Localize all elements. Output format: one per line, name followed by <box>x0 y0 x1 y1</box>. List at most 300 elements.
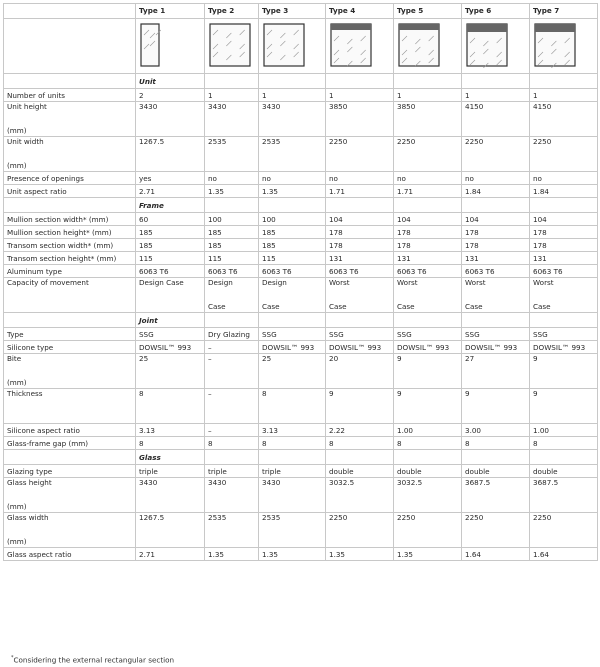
facade-panel-icon <box>139 22 161 68</box>
cell-value: 2.22 <box>329 425 346 435</box>
row-label: Glass width <box>7 513 49 522</box>
cell-value: 6063 T6 <box>262 266 292 276</box>
value-cell <box>394 548 462 561</box>
cell-value: 178 <box>533 240 547 250</box>
row-label: Glass aspect ratio <box>7 549 72 559</box>
value-cell <box>530 102 598 137</box>
section-row <box>4 198 598 213</box>
row-label-cell <box>4 213 136 226</box>
row-label-cell <box>4 341 136 354</box>
value-cell <box>326 328 394 341</box>
value-cell <box>326 265 394 278</box>
cell-value: 185 <box>139 227 153 237</box>
cell-value: 9 <box>397 389 402 398</box>
cell-value: – <box>208 425 212 435</box>
panel-spandrel-band <box>399 24 439 30</box>
value-cell <box>205 252 259 265</box>
section-heading <box>136 313 205 328</box>
cell-value: 185 <box>208 240 222 250</box>
value-cell <box>259 513 326 548</box>
value-cell <box>530 239 598 252</box>
cell-value: 1 <box>262 90 267 100</box>
row-label: Unit width <box>7 137 44 146</box>
value-cell <box>530 265 598 278</box>
value-cell <box>530 465 598 478</box>
table-row <box>4 465 598 478</box>
row-unit-label: (mm) <box>7 378 27 387</box>
value-cell <box>259 548 326 561</box>
cell-value: Dry Glazing <box>208 329 250 339</box>
section-heading <box>136 450 205 465</box>
cell-value: 178 <box>465 240 479 250</box>
cell-value: Design <box>262 278 287 287</box>
cell-value: 25 <box>262 354 272 363</box>
value-cell <box>136 239 205 252</box>
header-cell: Type 3 <box>259 4 326 19</box>
row-label: Glazing type <box>7 466 53 476</box>
cell-value: DOWSIL™ 993 <box>262 342 315 352</box>
cell-value: 3.13 <box>139 425 156 435</box>
value-cell <box>462 239 530 252</box>
cell-value: 2250 <box>329 137 348 146</box>
cell-value: 27 <box>465 354 475 363</box>
value-cell <box>259 239 326 252</box>
value-cell <box>136 213 205 226</box>
value-cell <box>462 465 530 478</box>
footnote <box>11 655 174 664</box>
header-row <box>4 4 598 19</box>
cell-value: 9 <box>533 389 538 398</box>
facade-panel-icon <box>397 22 441 68</box>
value-cell <box>326 137 394 172</box>
value-cell <box>205 137 259 172</box>
row-label: Type <box>7 329 24 339</box>
table-row <box>4 252 598 265</box>
cell-value: double <box>397 466 422 476</box>
table-row <box>4 341 598 354</box>
row-label: Presence of openings <box>7 173 84 183</box>
value-cell <box>462 513 530 548</box>
cell-value: 3.00 <box>465 425 482 435</box>
cell-value: 178 <box>329 240 343 250</box>
value-cell <box>136 465 205 478</box>
value-cell <box>462 548 530 561</box>
data-table-container <box>3 3 597 665</box>
panel-spandrel-band <box>331 24 371 30</box>
cell-value: 3687.5 <box>465 478 491 487</box>
value-cell <box>394 102 462 137</box>
value-cell <box>394 172 462 185</box>
thumbnail-cell <box>462 19 530 74</box>
value-cell <box>462 102 530 137</box>
cell-value: 2535 <box>208 137 227 146</box>
value-cell <box>530 548 598 561</box>
value-cell <box>462 172 530 185</box>
value-cell <box>530 328 598 341</box>
cell-value: 131 <box>465 253 479 263</box>
facade-panel-icon <box>262 22 306 68</box>
cell-value: 178 <box>465 227 479 237</box>
panel-spandrel-band <box>535 24 575 32</box>
row-label-cell <box>4 437 136 450</box>
cell-value: SSG <box>139 329 154 339</box>
value-cell <box>394 265 462 278</box>
cell-value: 9 <box>533 354 538 363</box>
value-cell <box>136 137 205 172</box>
cell-value: 104 <box>533 214 547 224</box>
row-label: Unit aspect ratio <box>7 186 67 196</box>
thumbnail-cell <box>205 19 259 74</box>
value-cell <box>394 424 462 437</box>
value-cell <box>394 478 462 513</box>
value-cell <box>259 465 326 478</box>
value-cell <box>394 437 462 450</box>
row-label-cell <box>4 185 136 198</box>
value-cell <box>205 465 259 478</box>
value-cell <box>326 437 394 450</box>
value-cell <box>394 341 462 354</box>
cell-value: 4150 <box>465 102 484 111</box>
cell-value: 1267.5 <box>139 513 165 522</box>
cell-value: 8 <box>262 389 267 398</box>
value-cell <box>136 265 205 278</box>
row-label-cell <box>4 226 136 239</box>
value-cell <box>530 172 598 185</box>
cell-value: 8 <box>208 438 213 448</box>
value-cell <box>326 354 394 389</box>
value-cell <box>259 437 326 450</box>
cell-value: 100 <box>262 214 276 224</box>
value-cell <box>530 354 598 389</box>
value-cell <box>259 478 326 513</box>
section-label: Frame <box>139 200 164 210</box>
table-row <box>4 137 598 172</box>
table-row <box>4 265 598 278</box>
value-cell <box>259 278 326 313</box>
cell-value: 1.35 <box>262 549 279 559</box>
row-label-cell <box>4 239 136 252</box>
cell-value: DOWSIL™ 993 <box>397 342 450 352</box>
table-row <box>4 548 598 561</box>
cell-value: 8 <box>533 438 538 448</box>
facade-panel-icon <box>329 22 373 68</box>
value-cell <box>326 252 394 265</box>
value-cell <box>259 265 326 278</box>
cell-value: 104 <box>329 214 343 224</box>
cell-value: 1.71 <box>397 186 414 196</box>
cell-value: 60 <box>139 214 149 224</box>
value-cell <box>462 328 530 341</box>
header-cell <box>4 4 136 19</box>
cell-value: 3430 <box>262 478 281 487</box>
row-label: Aluminum type <box>7 266 62 276</box>
value-cell <box>462 389 530 424</box>
cell-value: SSG <box>262 329 277 339</box>
cell-value: 115 <box>139 253 153 263</box>
cell-value: 6063 T6 <box>208 266 238 276</box>
row-label-cell <box>4 102 136 137</box>
cell-value: 6063 T6 <box>139 266 169 276</box>
row-label-cell <box>4 89 136 102</box>
thumbnail-row <box>4 19 598 74</box>
cell-value: 2 <box>139 90 144 100</box>
value-cell <box>462 265 530 278</box>
section-heading <box>136 74 205 89</box>
cell-value: 178 <box>397 227 411 237</box>
cell-value: – <box>208 342 212 352</box>
value-cell <box>205 172 259 185</box>
value-cell <box>394 226 462 239</box>
section-row <box>4 450 598 465</box>
cell-value: Worst <box>329 278 350 287</box>
cell-value: 6063 T6 <box>465 266 495 276</box>
table-row <box>4 226 598 239</box>
section-label: Unit <box>139 76 156 86</box>
value-cell <box>326 239 394 252</box>
row-label-cell <box>4 252 136 265</box>
cell-value: 131 <box>329 253 343 263</box>
header-cell: Type 4 <box>326 4 394 19</box>
cell-value: no <box>397 173 406 183</box>
cell-value-line2: Case <box>465 302 483 311</box>
cell-value: 115 <box>262 253 276 263</box>
value-cell <box>205 328 259 341</box>
cell-value: 115 <box>208 253 222 263</box>
cell-value: SSG <box>329 329 344 339</box>
panel-spandrel-band <box>467 24 507 32</box>
table-row <box>4 102 598 137</box>
cell-value: 4150 <box>533 102 552 111</box>
cell-value: no <box>262 173 271 183</box>
value-cell <box>394 513 462 548</box>
cell-value: 6063 T6 <box>329 266 359 276</box>
cell-value: 2.71 <box>139 186 156 196</box>
value-cell <box>205 424 259 437</box>
table-row <box>4 213 598 226</box>
row-label-cell <box>4 278 136 313</box>
cell-value: 178 <box>397 240 411 250</box>
thumbnail-cell <box>136 19 205 74</box>
value-cell <box>205 278 259 313</box>
row-label: Number of units <box>7 90 66 100</box>
table-row <box>4 89 598 102</box>
value-cell <box>326 548 394 561</box>
header-cell: Type 6 <box>462 4 530 19</box>
value-cell <box>136 252 205 265</box>
cell-value: 2535 <box>208 513 227 522</box>
cell-value: Worst <box>465 278 486 287</box>
facade-types-table <box>3 3 598 561</box>
cell-value: 6063 T6 <box>533 266 563 276</box>
value-cell <box>259 424 326 437</box>
cell-value: 178 <box>533 227 547 237</box>
value-cell <box>136 354 205 389</box>
cell-value: 1267.5 <box>139 137 165 146</box>
cell-value-line2: Case <box>329 302 347 311</box>
row-label-cell <box>4 265 136 278</box>
cell-value: no <box>533 173 542 183</box>
value-cell <box>205 265 259 278</box>
cell-value: 3430 <box>139 478 158 487</box>
cell-value: no <box>208 173 217 183</box>
cell-value: double <box>533 466 558 476</box>
row-label-cell <box>4 354 136 389</box>
cell-value: 1.84 <box>533 186 550 196</box>
cell-value: no <box>465 173 474 183</box>
value-cell <box>205 213 259 226</box>
value-cell <box>259 172 326 185</box>
value-cell <box>205 89 259 102</box>
value-cell <box>136 328 205 341</box>
value-cell <box>394 89 462 102</box>
value-cell <box>326 185 394 198</box>
value-cell <box>394 328 462 341</box>
value-cell <box>394 465 462 478</box>
cell-value: 3850 <box>329 102 348 111</box>
cell-value: 2250 <box>397 137 416 146</box>
cell-value: DOWSIL™ 993 <box>465 342 518 352</box>
value-cell <box>136 424 205 437</box>
cell-value: 6063 T6 <box>397 266 427 276</box>
row-label-cell <box>4 137 136 172</box>
cell-value: Worst <box>533 278 554 287</box>
cell-value: 3032.5 <box>329 478 355 487</box>
cell-value: 131 <box>533 253 547 263</box>
thumbnail-cell <box>530 19 598 74</box>
value-cell <box>530 226 598 239</box>
value-cell <box>394 239 462 252</box>
value-cell <box>259 389 326 424</box>
cell-value: triple <box>262 466 281 476</box>
cell-value: 1.35 <box>208 186 225 196</box>
value-cell <box>326 213 394 226</box>
row-label: Mullion section width* (mm) <box>7 214 109 224</box>
table-row <box>4 478 598 513</box>
value-cell <box>530 478 598 513</box>
cell-value: triple <box>208 466 227 476</box>
cell-value: 104 <box>397 214 411 224</box>
cell-value: 185 <box>262 240 276 250</box>
value-cell <box>394 213 462 226</box>
row-label: Transom section width* (mm) <box>7 240 114 250</box>
section-label: Glass <box>139 452 161 462</box>
cell-value: 1.35 <box>397 549 414 559</box>
value-cell <box>136 513 205 548</box>
cell-value: – <box>208 389 212 398</box>
cell-value: 2250 <box>397 513 416 522</box>
cell-value: 1.35 <box>329 549 346 559</box>
value-cell <box>259 102 326 137</box>
value-cell <box>462 226 530 239</box>
value-cell <box>259 185 326 198</box>
value-cell <box>530 278 598 313</box>
cell-value: 9 <box>329 389 334 398</box>
row-label: Capacity of movement <box>7 278 89 287</box>
cell-value: 1 <box>465 90 470 100</box>
value-cell <box>136 548 205 561</box>
section-row <box>4 313 598 328</box>
cell-value: DOWSIL™ 993 <box>329 342 382 352</box>
cell-value: 1.35 <box>262 186 279 196</box>
table-row <box>4 172 598 185</box>
row-unit-label: (mm) <box>7 502 27 511</box>
cell-value: 185 <box>139 240 153 250</box>
cell-value: 1 <box>208 90 213 100</box>
value-cell <box>259 89 326 102</box>
value-cell <box>259 213 326 226</box>
cell-value: 2250 <box>465 513 484 522</box>
value-cell <box>326 226 394 239</box>
value-cell <box>326 172 394 185</box>
cell-value: 2535 <box>262 513 281 522</box>
row-label: Glass-frame gap (mm) <box>7 438 89 448</box>
row-label: Transom section height* (mm) <box>7 253 117 263</box>
value-cell <box>136 102 205 137</box>
value-cell <box>394 278 462 313</box>
value-cell <box>530 341 598 354</box>
cell-value: 9 <box>397 354 402 363</box>
table-row <box>4 239 598 252</box>
cell-value: 8 <box>139 389 144 398</box>
value-cell <box>462 185 530 198</box>
row-label-cell <box>4 548 136 561</box>
cell-value: SSG <box>533 329 548 339</box>
row-label-cell <box>4 389 136 424</box>
value-cell <box>259 341 326 354</box>
section-label: Joint <box>139 315 158 325</box>
value-cell <box>530 252 598 265</box>
cell-value-line2: Case <box>208 302 226 311</box>
table-row <box>4 389 598 424</box>
row-label: Glass height <box>7 478 52 487</box>
cell-value: 8 <box>465 438 470 448</box>
cell-value: 131 <box>397 253 411 263</box>
value-cell <box>326 102 394 137</box>
value-cell <box>205 226 259 239</box>
row-label: Silicone type <box>7 342 54 352</box>
cell-value: 1.35 <box>208 549 225 559</box>
value-cell <box>530 513 598 548</box>
cell-value: 3430 <box>262 102 281 111</box>
cell-value: 178 <box>329 227 343 237</box>
cell-value: 1 <box>397 90 402 100</box>
value-cell <box>530 437 598 450</box>
row-label: Unit height <box>7 102 47 111</box>
value-cell <box>462 341 530 354</box>
cell-value: 20 <box>329 354 339 363</box>
row-label-cell <box>4 465 136 478</box>
row-label-cell <box>4 513 136 548</box>
cell-value: 2250 <box>533 137 552 146</box>
table-row <box>4 328 598 341</box>
value-cell <box>205 389 259 424</box>
row-label: Mullion section height* (mm) <box>7 227 112 237</box>
value-cell <box>136 389 205 424</box>
value-cell <box>326 389 394 424</box>
cell-value: 8 <box>397 438 402 448</box>
section-row <box>4 74 598 89</box>
cell-value: DOWSIL™ 993 <box>533 342 586 352</box>
value-cell <box>462 252 530 265</box>
value-cell <box>205 548 259 561</box>
row-label: Silicone aspect ratio <box>7 425 80 435</box>
table-row <box>4 513 598 548</box>
cell-value: 3687.5 <box>533 478 559 487</box>
cell-value: 185 <box>262 227 276 237</box>
value-cell <box>136 437 205 450</box>
value-cell <box>326 513 394 548</box>
value-cell <box>136 89 205 102</box>
